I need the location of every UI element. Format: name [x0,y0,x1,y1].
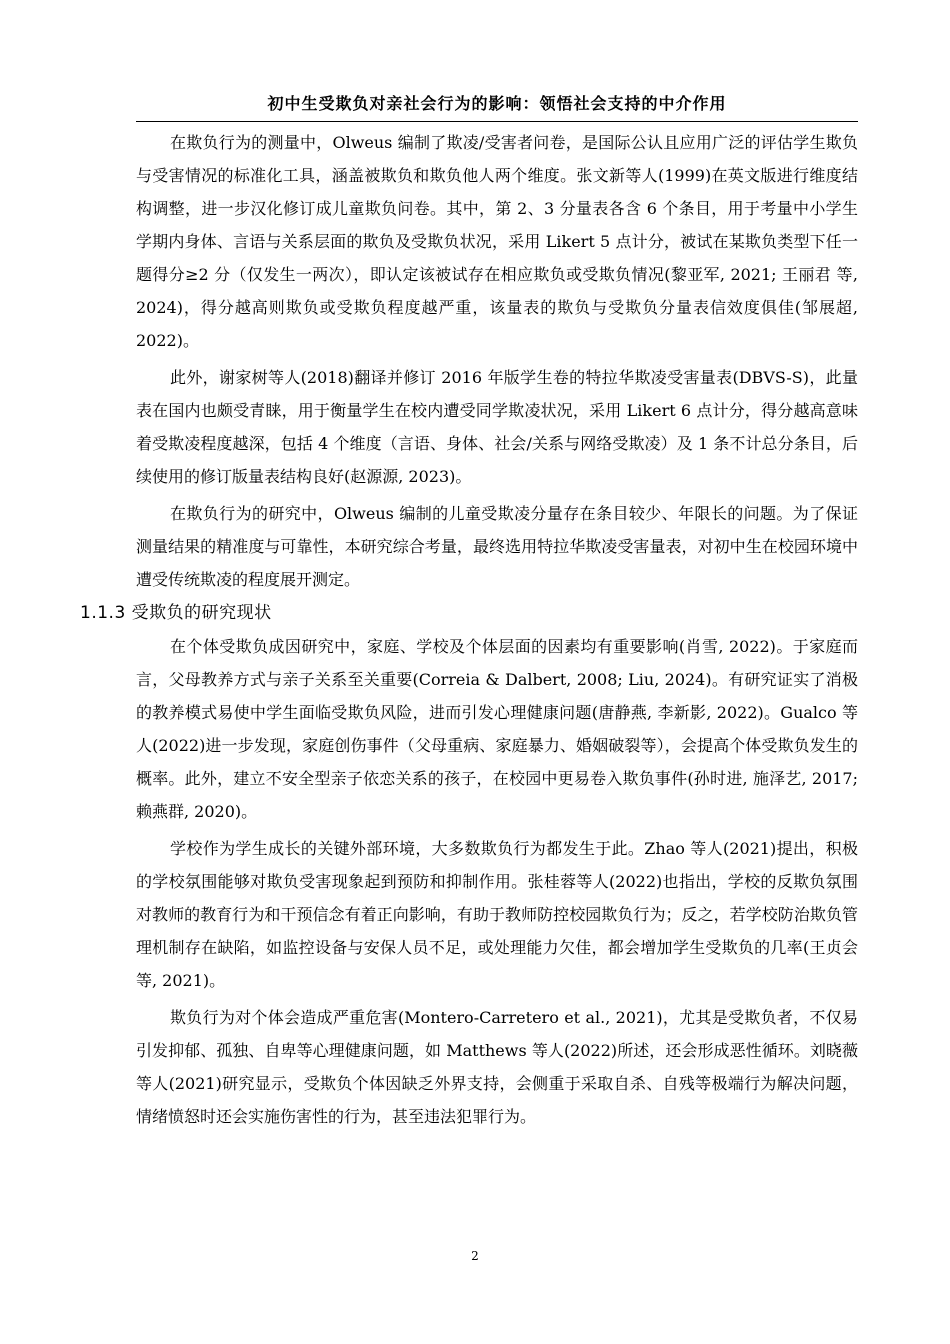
section-title: 受欺负的研究现状 [131,603,272,623]
header-divider [136,121,858,122]
page-number: 2 [471,1249,479,1263]
body-text [80,126,858,1137]
paragraph-measurement-choice: 在欺负行为的研究中，Olweus 编制的儿童受欺凌分量存在条目较少、年限长的问题。为了保证测量结果的精准度与可靠性，本研究综合考量，最终选用特拉华欺凌受害量表，对初中生在校园环境中遭受传统欺凌的程度展开测定。 [136,504,858,589]
running-header-title: 初中生受欺负对亲社会行为的影响：领悟社会支持的中介作用 [267,94,727,113]
paragraph-harm-consequences: 欺负行为对个体会造成严重危害(Montero-Carretero et al., 2021)，尤其是受欺负者，不仅易引发抑郁、孤独、自卑等心理健康问题，如 Matthews 等人(2022)所述，还会形成恶性循环。刘晓薇等人(2021)研究显示，受欺负个体因缺乏外界支持，会侧重于采取自杀、自残等极端行为解决问题，情绪愤怒时还会实施伤害性的行为，甚至违法犯罪行为。 [136,1008,858,1126]
section-number: 1.1.3 [80,603,126,623]
paragraph-school-factors: 学校作为学生成长的关键外部环境，大多数欺负行为都发生于此。Zhao 等人(2021)提出，积极的学校氛围能够对欺负受害现象起到预防和抑制作用。张桂蓉等人(2022)也指出，学校的反欺负氛围对教师的教育行为和干预信念有着正向影响，有助于教师防控校园欺负行为；反之，若学校防治欺负管理机制存在缺陷，如监控设备与安保人员不足，或处理能力欠佳，都会增加学生受欺负的几率(王贞会 等, 2021)。 [136,839,858,990]
section-heading [80,598,858,628]
paragraph-family-factors: 在个体受欺负成因研究中，家庭、学校及个体层面的因素均有重要影响(肖雪, 2022)。于家庭而言，父母教养方式与亲子关系至关重要(Correia & Dalbert, 2008; Liu, 2024)。有研究证实了消极的教养模式易使中学生面临受欺负风险，进而引发心理健康问题(唐静燕, 李新影, 2022)。Gualco 等人(2022)进一步发现，家庭创伤事件（父母重病、家庭暴力、婚姻破裂等），会提高个体受欺负发生的概率。此外，建立不安全型亲子依恋关系的孩子，在校园中更易卷入欺负事件(孙时进, 施泽艺, 2017; 赖燕群, 2020)。 [136,637,858,821]
paragraph-measurement-dbvs: 此外，谢家树等人(2018)翻译并修订 2016 年版学生卷的特拉华欺凌受害量表(DBVS-S)，此量表在国内也颇受青睐，用于衡量学生在校内遭受同学欺凌状况，采用 Likert 6 点计分，得分越高意味着受欺凌程度越深，包括 4 个维度（言语、身体、社会/关系与网络受欺凌）及 1 条不计总分条目，后续使用的修订版量表结构良好(赵源源, 2023)。 [136,368,858,486]
paragraph-measurement-olweus: 在欺负行为的测量中，Olweus 编制了欺凌/受害者问卷，是国际公认且应用广泛的评估学生欺负与受害情况的标准化工具，涵盖被欺负和欺负他人两个维度。张文新等人(1999)在英文版进行维度结构调整，进一步汉化修订成儿童欺负问卷。其中，第 2、3 分量表各含 6 个条目，用于考量中小学生学期内身体、言语与关系层面的欺负及受欺负状况，采用 Likert 5 点计分，被试在某欺负类型下任一题得分≥2 分（仅发生一两次），即认定该被试存在相应欺负或受欺负情况(黎亚军, 2021; 王丽君 等, 2024)，得分越高则欺负或受欺负程度越严重，该量表的欺负与受欺负分量表信效度俱佳(邹展超, 2022)。 [136,133,858,350]
